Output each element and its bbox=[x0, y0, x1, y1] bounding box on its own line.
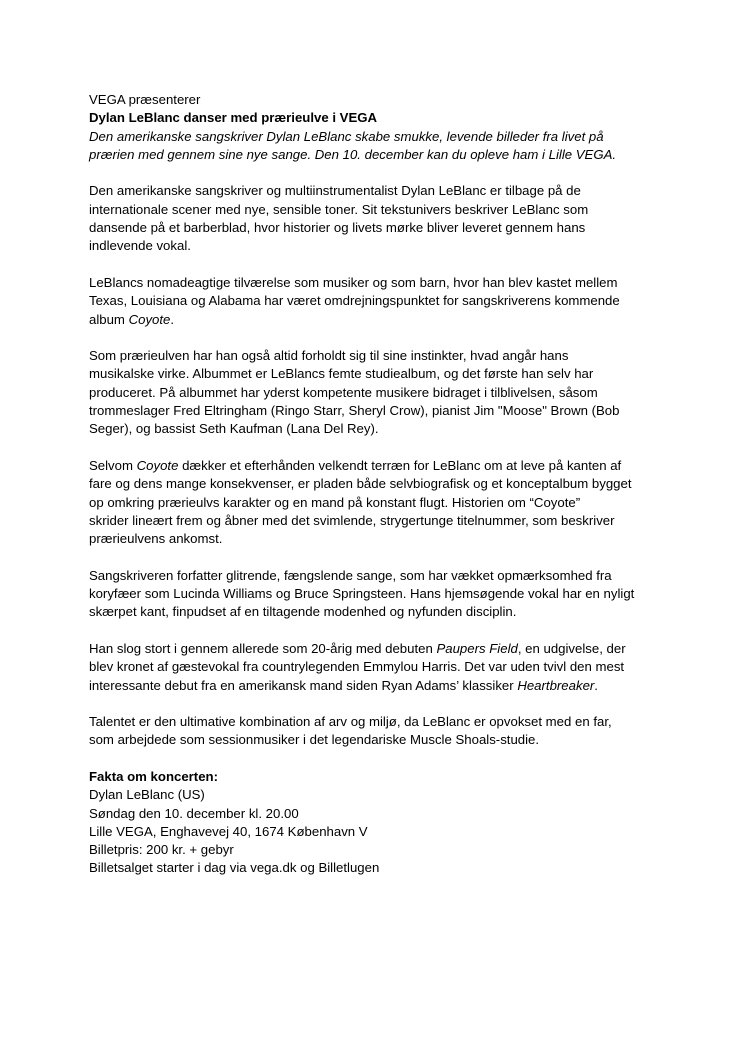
paragraph-line: internationale scener med nye, sensible toner. Sit tekstunivers beskriver LeBlanc som bbox=[89, 201, 589, 217]
paragraph-line: Texas, Louisiana og Alabama har været omdrejningspunktet for sangskriverens kommende bbox=[89, 293, 620, 309]
text-run: , en udgivelse, der bbox=[517, 640, 626, 656]
kicker-text: VEGA præsenterer bbox=[89, 92, 201, 107]
album-title: Coyote bbox=[136, 457, 179, 473]
facts-heading: Fakta om koncerten: bbox=[89, 768, 218, 784]
paragraph-line: blev kronet af gæstevokal fra countrylegenden Emmylou Harris. Det var uden tvivl den mest bbox=[89, 659, 625, 675]
text-run: Han slog stort i gennem allerede som 20-årig med debuten bbox=[89, 640, 437, 656]
paragraph-line: fare og dens mange konsekvenser, er pladen både selvbiografisk og et konceptalbum bygget bbox=[89, 476, 632, 492]
paragraph-line bbox=[89, 311, 669, 329]
paragraph-line: Talentet er den ultimative kombination af arv og miljø, da LeBlanc er opvokset med en far, bbox=[89, 714, 612, 730]
paragraph-line: op omkring prærieulvs karakter og en mand på konstant flugt. Historien om “Coyote” bbox=[89, 494, 581, 510]
facts-item: Billetsalget starter i dag via vega.dk og Billetlugen bbox=[89, 860, 380, 876]
facts-item: Billetpris: 200 kr. + gebyr bbox=[89, 842, 234, 858]
text-run: . bbox=[170, 311, 175, 327]
paragraph-line bbox=[89, 677, 669, 695]
lead-line-1: Den amerikanske sangskriver Dylan LeBlanc skabe smukke, levende billeder fra livet på bbox=[89, 128, 604, 144]
paragraph-line: trommeslager Fred Eltringham (Ringo Starr, Sheryl Crow), pianist Jim "Moose" Brown (Bob bbox=[89, 403, 620, 419]
paragraph-talent bbox=[89, 713, 669, 750]
text-run: . bbox=[594, 677, 598, 693]
text-run: Selvom bbox=[89, 457, 137, 473]
text-run: dækker et efterhånden velkendt terræn for LeBlanc om at leve på kanten af bbox=[178, 457, 622, 473]
album-title: Heartbreaker bbox=[517, 677, 595, 693]
paragraph-line: skærpet kant, finpudset af en tiltagende modenhed og nyfunden disciplin. bbox=[89, 604, 517, 620]
paragraph-line: Den amerikanske sangskriver og multiinstrumentalist Dylan LeBlanc er tilbage på de bbox=[89, 183, 581, 199]
paragraph-line: Som prærieulven har han også altid forholdt sig til sine instinkter, hvad angår hans bbox=[89, 348, 569, 364]
paragraph-line: prærieulvens ankomst. bbox=[89, 531, 223, 547]
paragraph-line: som arbejdede som sessionmusiker i det legendariske Muscle Shoals-studie. bbox=[89, 732, 540, 748]
album-title: Paupers Field bbox=[436, 640, 518, 656]
press-release-document bbox=[89, 91, 669, 878]
paragraph-songwriting bbox=[89, 567, 669, 622]
paragraph-line: musikalske virke. Albummet er LeBlancs femte studiealbum, og det første han selv har bbox=[89, 366, 594, 382]
paragraph-background bbox=[89, 274, 669, 329]
paragraph-album bbox=[89, 347, 669, 438]
header-block bbox=[89, 91, 669, 164]
facts-item: Dylan LeBlanc (US) bbox=[89, 787, 205, 803]
facts-block bbox=[89, 768, 669, 878]
facts-item: Søndag den 10. december kl. 20.00 bbox=[89, 805, 299, 821]
album-title: Coyote bbox=[128, 311, 171, 327]
paragraph-line: produceret. På albummet har yderst kompetente musikere bidraget i tilblivelsen, såsom bbox=[89, 384, 598, 400]
text-run: album bbox=[89, 311, 129, 327]
facts-item: Lille VEGA, Enghavevej 40, 1674 København V bbox=[89, 823, 368, 839]
paragraph-line bbox=[89, 640, 669, 658]
headline: Dylan LeBlanc danser med prærieulve i VEGA bbox=[89, 110, 378, 126]
paragraph-line: Sangskriveren forfatter glitrende, fængslende sange, som har vækket opmærksomhed fra bbox=[89, 567, 612, 583]
lead-line-2: prærien med gennem sine nye sange. Den 10. december kan du opleve ham i Lille VEGA. bbox=[89, 146, 617, 162]
text-run: interessante debut fra en amerikansk mand siden Ryan Adams’ klassiker bbox=[89, 677, 518, 693]
paragraph-concept bbox=[89, 457, 669, 548]
paragraph-debut bbox=[89, 640, 669, 695]
paragraph-line bbox=[89, 457, 669, 475]
paragraph-intro bbox=[89, 182, 669, 255]
paragraph-line: indlevende vokal. bbox=[89, 238, 191, 254]
paragraph-line: dansende på et barberblad, hvor historier og livets mørke bliver leveret gennem hans bbox=[89, 220, 586, 236]
paragraph-line: LeBlancs nomadeagtige tilværelse som musiker og som barn, hvor han blev kastet mellem bbox=[89, 274, 618, 290]
paragraph-line: Seger), og bassist Seth Kaufman (Lana Del Rey). bbox=[89, 421, 379, 437]
paragraph-line: skrider lineært frem og åbner med det svimlende, strygertunge titelnummer, som beskriver bbox=[89, 512, 615, 528]
paragraph-line: koryfæer som Lucinda Williams og Bruce Springsteen. Hans hjemsøgende vokal har en nyligt bbox=[89, 586, 635, 602]
